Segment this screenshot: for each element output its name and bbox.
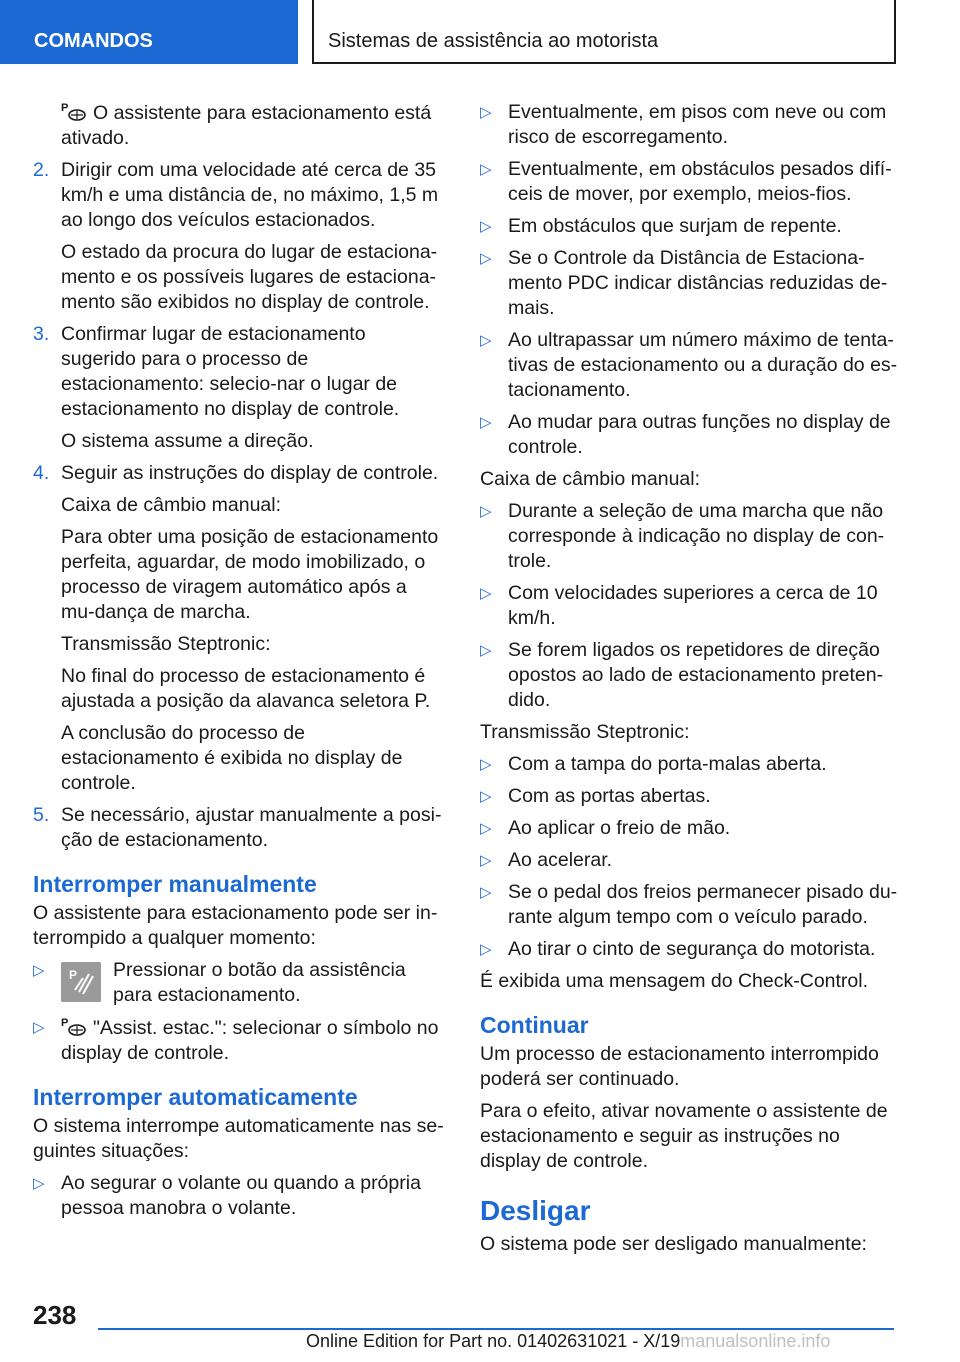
bullet-icon: ▷ (480, 941, 492, 958)
switch-off-text: O sistema pode ser desligado manualmente: (480, 1233, 867, 1255)
bullet-text: Ao tirar o cinto de segurança do motorista. (508, 938, 876, 960)
bullet-text: "Assist. estac.": selecionar o símbolo no display de controle. (61, 1017, 439, 1064)
svg-text:P: P (61, 102, 69, 114)
bullet-text: Se o pedal dos freios permanecer pisado du‐rante algum tempo com o veículo parado. (508, 881, 898, 928)
list-item (480, 848, 898, 873)
bullet-icon: ▷ (480, 642, 492, 659)
manual-intro: O assistente para estacionamento pode ser in‐terrompido a qualquer momento: (33, 902, 438, 949)
step-number: 2. (33, 159, 50, 181)
bullet-text: Com velocidades superiores a cerca de 10 km/h. (508, 582, 878, 629)
footer-edition (306, 1331, 830, 1352)
step-2 (33, 158, 445, 233)
manual-gearbox-text: Para obter uma posição de estacionamento perfeita, aguardar, de modo imobilizado, o processo de viragem automático após a mu‐dança de marcha. (61, 526, 439, 623)
heading-switch-off: Desligar (480, 1195, 591, 1226)
list-item (480, 816, 898, 841)
step-number: 4. (33, 462, 50, 484)
step-number: 3. (33, 323, 50, 345)
step-text: Seguir as instruções do display de controle. (61, 462, 439, 484)
intro-text: O assistente para estacionamento está ativado. (61, 102, 432, 149)
list-item (480, 246, 898, 321)
list-item (480, 784, 898, 809)
bullet-text: Em obstáculos que surjam de repente. (508, 215, 842, 237)
edition-text: Online Edition for Part no. 01402631021 - X/19 (306, 1331, 681, 1351)
bullet-text: Se o Controle da Distância de Estaciona‐mento PDC indicar distâncias reduzidas de‐mais. (508, 247, 888, 319)
heading-continue: Continuar (480, 1012, 589, 1038)
steptronic-text: No final do processo de estacionamento é ajustada a posição da alavanca seletora P. (61, 665, 431, 712)
bullet-text: Ao segurar o volante ou quando a própria pessoa manobra o volante. (61, 1172, 421, 1219)
steptronic-label: Transmissão Steptronic: (61, 633, 271, 655)
footer-divider (98, 1328, 894, 1330)
step-3-note: O sistema assume a direção. (61, 430, 314, 452)
manual-gearbox-label: Caixa de câmbio manual: (61, 494, 282, 516)
bullet-text: Se forem ligados os repetidores de direção opostos ao lado de estacionamento preten‐dido. (508, 639, 884, 711)
list-item (480, 752, 898, 777)
page-number: 238 (33, 1300, 77, 1330)
list-item (480, 581, 898, 631)
auto-intro: O sistema interrompe automaticamente nas se‐guintes situações: (33, 1115, 444, 1162)
bullet-icon: ▷ (33, 1019, 45, 1036)
step-3 (33, 322, 445, 422)
interrupt-list-steptronic (480, 752, 898, 962)
bullet-icon: ▷ (480, 884, 492, 901)
bullet-text: Ao ultrapassar um número máximo de tenta‐tivas de estacionamento ou a duração do es‐tacionamento. (508, 329, 898, 401)
step-number: 5. (33, 804, 50, 826)
continue-text-1: Um processo de estacionamento interrompido poderá ser continuado. (480, 1043, 879, 1090)
auto-bullet (33, 1171, 445, 1221)
bullet-icon: ▷ (480, 332, 492, 349)
list-item (480, 410, 898, 460)
list-item (480, 499, 898, 574)
page-header (0, 0, 960, 66)
list-item (480, 937, 898, 962)
bullet-icon: ▷ (480, 218, 492, 235)
bullet-text: Eventualmente, em obstáculos pesados difí‐ceis de mover, por exemplo, meios-fios. (508, 158, 892, 205)
step-text: Dirigir com uma velocidade até cerca de 35 km/h e uma distância de, no máximo, 1,5 m ao longo dos veículos estacionados. (61, 159, 439, 231)
interrupt-list-general (480, 100, 898, 460)
intro-line (33, 100, 445, 151)
watermark-text: manualsonline.info (680, 1331, 831, 1351)
parking-assistant-icon (61, 100, 87, 122)
bullet-text: Eventualmente, em pisos com neve ou com risco de escorregamento. (508, 101, 887, 148)
list-item (480, 638, 898, 713)
bullet-icon: ▷ (480, 104, 492, 121)
manual-bullet-button (33, 958, 445, 1008)
parking-button-icon (61, 962, 101, 1002)
bullet-icon: ▷ (480, 250, 492, 267)
bullet-icon: ▷ (480, 788, 492, 805)
bullet-icon: ▷ (480, 161, 492, 178)
bullet-text: Pressionar o botão da assistência para estacionamento. (113, 959, 406, 1006)
bullet-text: Ao mudar para outras funções no display de controle. (508, 411, 891, 458)
step-4 (33, 461, 445, 486)
bullet-icon: ▷ (480, 756, 492, 773)
step-text: Se necessário, ajustar manualmente a posi‐ção de estacionamento. (61, 804, 442, 851)
bullet-icon: ▷ (480, 414, 492, 431)
svg-text:P: P (69, 968, 78, 982)
bullet-text: Durante a seleção de uma marcha que não corresponde à indicação no display de con‐trole. (508, 500, 885, 572)
bullet-icon: ▷ (480, 503, 492, 520)
bullet-icon: ▷ (480, 820, 492, 837)
steptronic-label: Transmissão Steptronic: (480, 721, 690, 743)
manual-gearbox-label: Caixa de câmbio manual: (480, 468, 701, 490)
bullet-text: Com as portas abertas. (508, 785, 711, 807)
list-item (480, 880, 898, 930)
bullet-text: Com a tampa do porta-malas aberta. (508, 753, 827, 775)
bullet-icon: ▷ (33, 1175, 45, 1192)
right-column (480, 100, 898, 1264)
bullet-text: Ao aplicar o freio de mão. (508, 817, 731, 839)
bullet-icon: ▷ (33, 962, 45, 979)
bullet-icon: ▷ (480, 585, 492, 602)
heading-interrupt-manual: Interromper manualmente (33, 871, 317, 897)
bullet-text: Ao acelerar. (508, 849, 613, 871)
parking-assistant-icon (61, 1015, 87, 1037)
section-tab: COMANDOS (0, 0, 298, 64)
list-item (480, 214, 898, 239)
svg-text:P: P (61, 1017, 69, 1029)
check-control-text: É exibida uma mensagem do Check-Control. (480, 970, 869, 992)
list-item (480, 100, 898, 150)
left-column (33, 100, 445, 1228)
manual-bullet-display (33, 1015, 445, 1066)
step-2-note: O estado da procura do lugar de estaciona‐mento e os possíveis lugares de estaciona‐mento são exibidos no display de controle. (61, 241, 438, 313)
continue-text-2: Para o efeito, ativar novamente o assistente de estacionamento e seguir as instruções no display de controle. (480, 1100, 888, 1172)
interrupt-list-manual (480, 499, 898, 713)
step-5 (33, 803, 445, 853)
bullet-icon: ▷ (480, 852, 492, 869)
list-item (480, 328, 898, 403)
chapter-title: Sistemas de assistência ao motorista (312, 0, 896, 64)
heading-interrupt-auto: Interromper automaticamente (33, 1084, 358, 1110)
step-text: Confirmar lugar de estacionamento sugerido para o processo de estacionamento: selecio‐nar o lugar de estacionamento no display de controle. (61, 323, 400, 420)
list-item (480, 157, 898, 207)
conclusion-text: A conclusão do processo de estacionamento é exibida no display de controle. (61, 722, 403, 794)
